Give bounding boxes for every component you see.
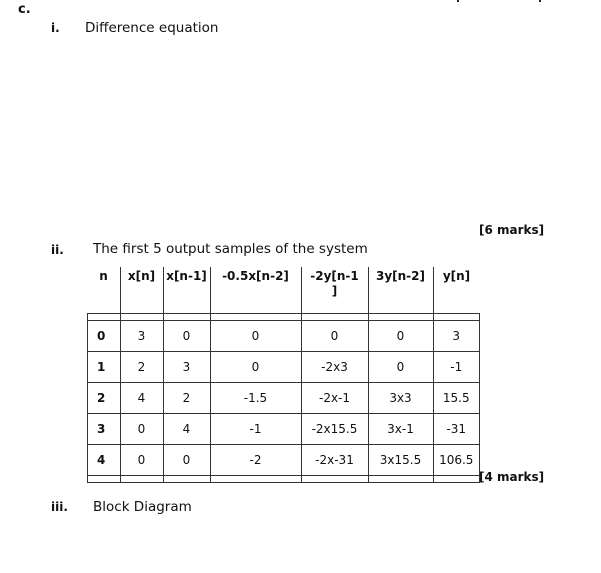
cell-x-n-1: 2 [163,382,210,413]
header-3y-n-2: 3y[n-2] [368,267,433,313]
cell-neg-half-x-n-2: 0 [210,320,301,351]
header-neg-half-x-n-2: -0.5x[n-2] [210,267,301,313]
cell-x-n: 4 [120,382,163,413]
table-spacer [88,313,480,320]
header-x-n: x[n] [120,267,163,313]
cell-y-n: -1 [433,351,480,382]
cell-n: 4 [88,444,121,475]
cell-neg-half-x-n-2: -2 [210,444,301,475]
cell-x-n: 3 [120,320,163,351]
cell-neg-2y-n-1: 0 [301,320,368,351]
cell-neg-2y-n-1: -2x3 [301,351,368,382]
part-i-marks: [6 marks] [479,223,545,237]
cell-3y-n-2: 0 [368,351,433,382]
top-right-bracket-fragment [457,0,541,2]
cell-n: 0 [88,320,121,351]
cell-x-n-1: 3 [163,351,210,382]
cell-3y-n-2: 3x3 [368,382,433,413]
cell-neg-half-x-n-2: 0 [210,351,301,382]
cell-x-n: 0 [120,413,163,444]
table-row [88,382,480,413]
header-neg-2y-n-1: -2y[n-1 ] [301,267,368,313]
part-iii-title: Block Diagram [93,499,192,515]
cell-y-n: 15.5 [433,382,480,413]
header-n: n [88,267,121,313]
part-ii-numeral: ii. [51,243,64,257]
cell-x-n-1: 4 [163,413,210,444]
cell-x-n-1: 0 [163,444,210,475]
table-row [88,413,480,444]
table-row [88,351,480,382]
cell-3y-n-2: 0 [368,320,433,351]
cell-x-n-1: 0 [163,320,210,351]
cell-3y-n-2: 3x15.5 [368,444,433,475]
cell-n: 3 [88,413,121,444]
part-i-title: Difference equation [85,20,219,36]
part-ii-marks: [4 marks] [479,470,545,484]
table-row [88,444,480,475]
cell-neg-half-x-n-2: -1.5 [210,382,301,413]
cell-x-n: 2 [120,351,163,382]
cell-x-n: 0 [120,444,163,475]
cell-y-n: 106.5 [433,444,480,475]
cell-y-n: 3 [433,320,480,351]
header-y-n: y[n] [433,267,480,313]
cell-n: 1 [88,351,121,382]
part-ii-title: The first 5 output samples of the system [93,241,368,257]
cell-neg-2y-n-1: -2x-1 [301,382,368,413]
cell-n: 2 [88,382,121,413]
part-i-numeral: i. [51,21,60,35]
cell-neg-2y-n-1: -2x-31 [301,444,368,475]
cell-3y-n-2: 3x-1 [368,413,433,444]
section-letter: c. [18,2,31,17]
table-spacer [88,475,480,482]
cell-neg-half-x-n-2: -1 [210,413,301,444]
table-row [88,320,480,351]
cell-y-n: -31 [433,413,480,444]
output-samples-table [87,267,480,483]
cell-neg-2y-n-1: -2x15.5 [301,413,368,444]
part-iii-numeral: iii. [51,500,68,514]
header-x-n-1: x[n-1] [163,267,210,313]
table-header-row [88,267,480,313]
